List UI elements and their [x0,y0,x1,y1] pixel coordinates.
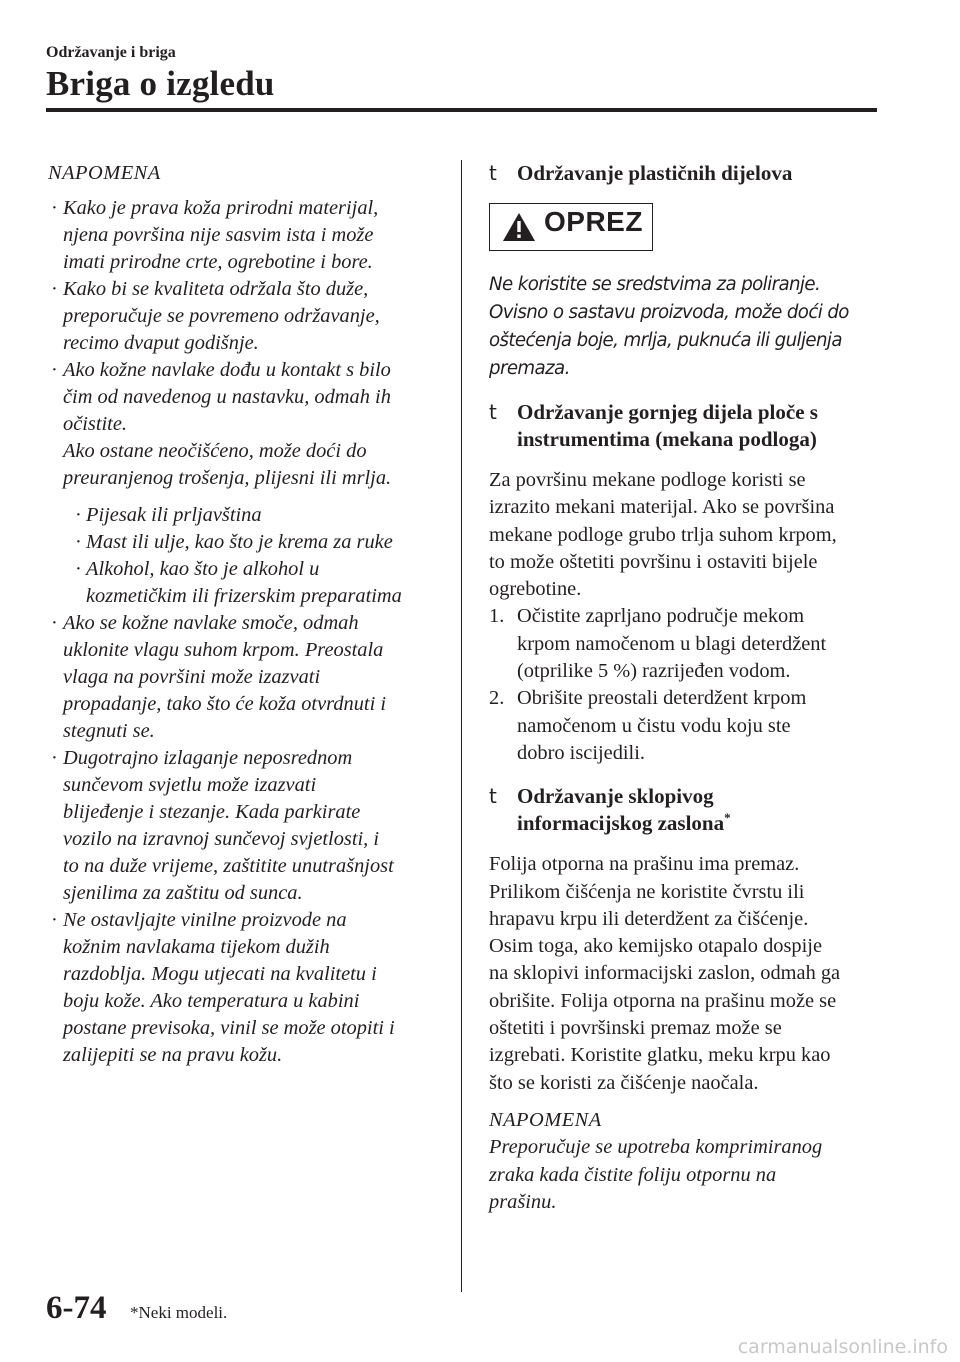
list-item: · Ako kožne navlake dođu u kontakt s bilo čim od navedenog u nastavku, odmah ih očistite. Ako ostane neočišćeno, može doći do preuranjenog trošenja, plijesni ili mrlja. [51,359,392,489]
section-title-plastic-parts: t Održavanje plastičnih dijelova [489,161,793,185]
step-item: 1. Očistite zaprljano područje mekom krpom namočenom u blagi deterdžent (otprilike 5 %) razrijeđen vodom. [489,605,827,683]
note-heading: NAPOMENA [489,1108,602,1131]
caution-box [489,203,653,251]
warning-triangle-icon [502,212,536,242]
footnote-star: * [724,810,731,826]
sub-list [72,502,443,610]
paragraph-soft-padding: Za površinu mekane podloge koristi se izrazito mekani materijal. Ako se površina mekane podloge grubo trlja suhom krpom, to može oštetiti površinu i ostaviti bijele ogrebotine. [489,469,837,601]
watermark: carmanualsonline.info [737,1336,948,1358]
page-title: Briga o izgledu [46,64,275,103]
header-rule [46,108,877,112]
list-item: · Kako je prava koža prirodni materijal, njena površina nije sasvim ista i može imati prirodne crte, ogrebotine i bore. [51,197,379,273]
list-item: · Dugotrajno izlaganje neposrednom sunčevom svjetlu može izazvati blijeđenje i stezanje. Kada parkirate vozilo na izravnoj sunčevoj svjetlosti, i to na duže vrijeme, zaštitite unutrašnjost sjenilima za zaštitu od sunca. [51,747,394,904]
list-item: · Kako bi se kvaliteta održala što duže, preporučuje se povremeno održavanje, recimo dvaput godišnje. [51,278,380,354]
note-block: NAPOMENA Preporučuje se upotreba komprimiranog zraka kada čistite foliju otpornu na prašinu. [489,1107,879,1216]
note-heading: NAPOMENA [48,162,161,184]
paragraph-dust-film: Folija otporna na prašinu ima premaz. Prilikom čišćenja ne koristite čvrstu ili hrapavu krpu ili deterdžent za čišćenje. Osim toga, ako kemijsko otapalo dospije na sklopivi informacijski zaslon, odmah ga obrišite. Folija otporna na prašinu može se oštetiti i površinski premaz može se izgrebati. Koristite glatku, meku krpu kao što se koristi za čišćenje naočala. [489,853,841,1094]
section-title-info-display: t Održavanje sklopivog informacijskog zaslona* [489,784,731,836]
step-item: 2. Obrišite preostali deterdžent krpom namočenom u čistu vodu koju ste dobro iscijedili. [489,687,807,764]
header-section-label: Održavanje i briga [46,44,176,61]
section-marker-icon: t [489,161,497,185]
section-marker-icon: t [489,784,497,809]
column-divider [461,160,462,1292]
right-column [489,160,879,1216]
page-number: 6-74 [46,1290,107,1326]
section-marker-icon: t [489,400,497,424]
left-column [48,160,443,1069]
section-title-dashboard: t Održavanje gornjeg dijela ploče s instrumentima (mekana podloga) [489,400,818,451]
sub-list-item: · Mast ili ulje, kao što je krema za ruke [75,531,393,553]
sub-list-item: · Pijesak ili prljavština [75,504,262,526]
caution-text: Ne koristite se sredstvima za poliranje. Ovisno o sastavu proizvoda, može doći do oštećenja boje, mrlja, puknuća ili guljenja premaza. [489,274,849,379]
list-item: · Ako se kožne navlake smoče, odmah uklonite vlagu suhom krpom. Preostala vlaga na površini može izazvati propadanje, tako što će koža otvrdnuti i stegnuti se. [51,612,386,742]
list-item: · Ne ostavljajte vinilne proizvode na kožnim navlakama tijekom dužih razdoblja. Mogu utjecati na kvalitetu i boju kože. Ako temperatura u kabini postane previsoka, vinil se može otopiti i zalijepiti se na pravu kožu. [51,909,395,1066]
sub-list-item: · Alkohol, kao što je alkohol u kozmetičkim ili frizerskim preparatima [75,558,402,607]
caution-label: OPREZ [544,206,643,237]
footnote: *Neki modeli. [130,1303,228,1322]
